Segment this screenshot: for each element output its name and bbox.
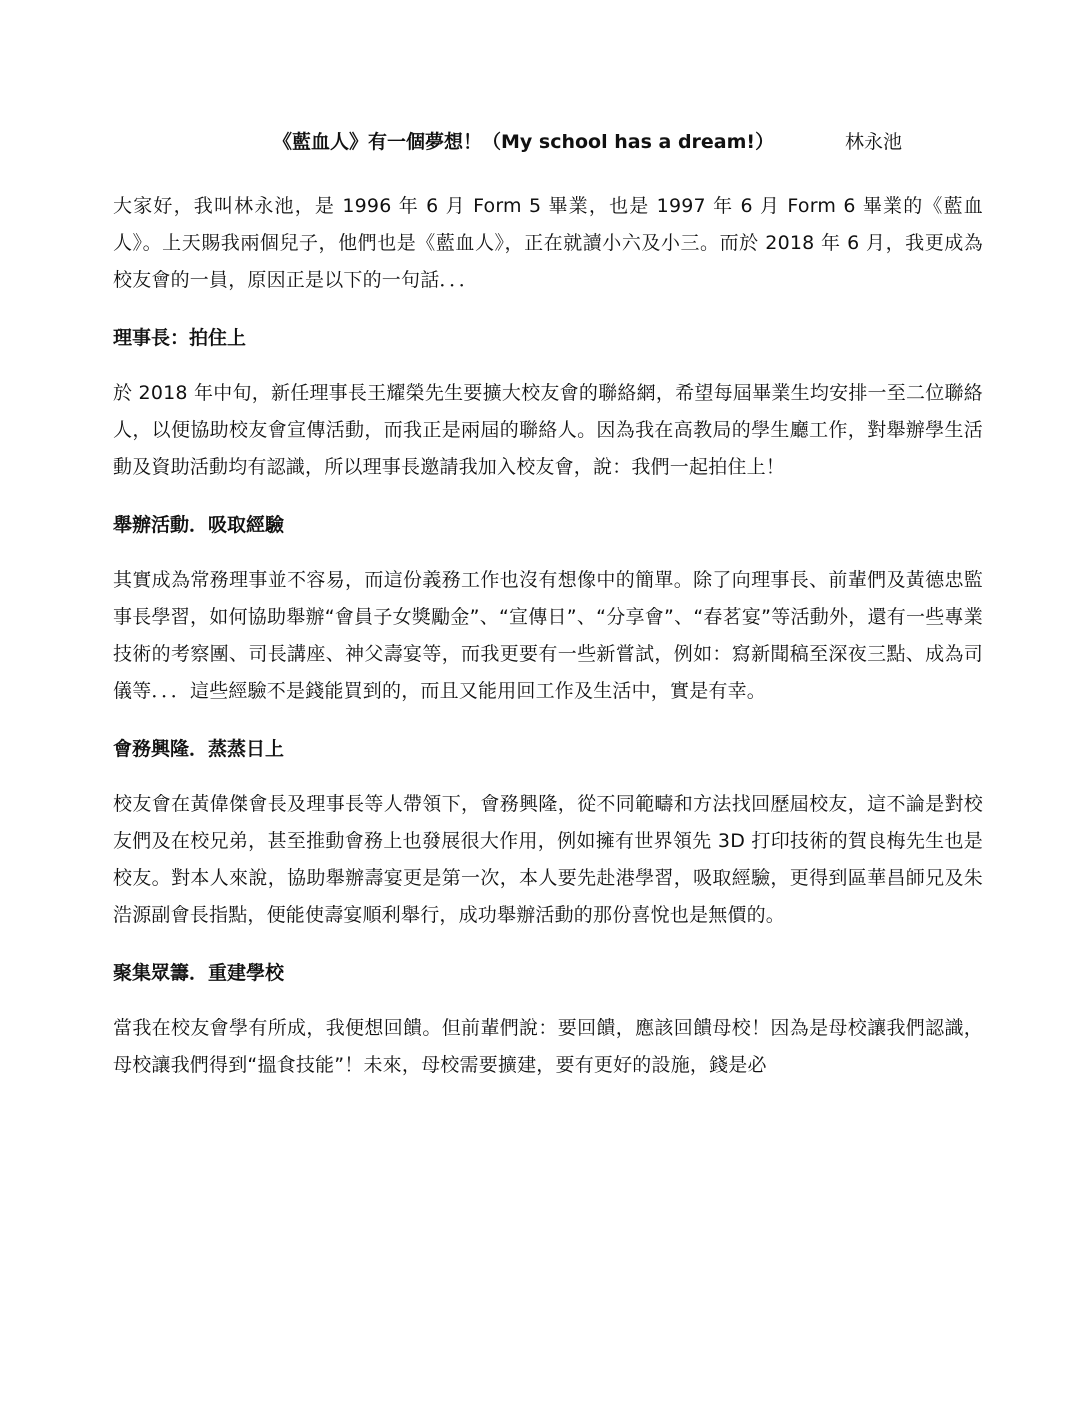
title-row — [113, 124, 983, 164]
paragraph: 於 2018 年中旬，新任理事長王耀榮先生要擴大校友會的聯絡網，希望每屆畢業生均安排一至二位聯絡人，以便協助校友會宣傳活動，而我正是兩屆的聯絡人。因為我在高教局的學生廳工作，對舉辦學生活動及資助活動均有認識，所以理事長邀請我加入校友會，說：我們一起拍住上！ — [113, 382, 983, 478]
section-heading: 會務興隆．蒸蒸日上 — [113, 738, 285, 760]
paragraph: 當我在校友會學有所成，我便想回饋。但前輩們說：要回饋，應該回饋母校！因為是母校讓我們認識，母校讓我們得到“搵食技能”！未來，母校需要擴建，要有更好的設施，錢是必 — [113, 1017, 983, 1076]
paragraph: 其實成為常務理事並不容易，而這份義務工作也沒有想像中的簡單。除了向理事長、前輩們及黃德忠監事長學習，如何協助舉辦“會員子女獎勵金”、“宣傳日”、“分享會”、“春茗宴”等活動外，還有一些專業技術的考察團、司長講座、神父壽宴等，而我更要有一些新嘗試，例如：寫新聞稿至深夜三點、成為司儀等．．．這些經驗不是錢能買到的，而且又能用回工作及生活中，實是有幸。 — [113, 569, 983, 702]
paragraph-intro: 大家好，我叫林永池，是 1996 年 6 月 Form 5 畢業，也是 1997 年 6 月 Form 6 畢業的《藍血人》。上天賜我兩個兒子，他們也是《藍血人》，正在就讀小六及小三。而於 2018 年 6 月，我更成為校友會的一員，原因正是以下的一句話．．． — [113, 195, 983, 291]
paragraph: 校友會在黃偉傑會長及理事長等人帶領下，會務興隆，從不同範疇和方法找回歷屆校友，這不論是對校友們及在校兄弟，甚至推動會務上也發展很大作用，例如擁有世界領先 3D 打印技術的賀良梅先生也是校友。對本人來說，協助舉辦壽宴更是第一次，本人要先赴港學習，吸取經驗，更得到區華昌師兄及朱浩源副會長指點，便能使壽宴順利舉行，成功舉辦活動的那份喜悅也是無價的。 — [113, 793, 983, 926]
author-name: 林永池 — [845, 131, 903, 153]
section-heading: 理事長：拍住上 — [113, 327, 247, 349]
document-title: 《藍血人》有一個夢想！（My school has a dream!） — [273, 131, 775, 153]
section-heading: 舉辦活動．吸取經驗 — [113, 514, 285, 536]
section-heading: 聚集眾籌．重建學校 — [113, 962, 285, 984]
document-page — [113, 124, 983, 1084]
